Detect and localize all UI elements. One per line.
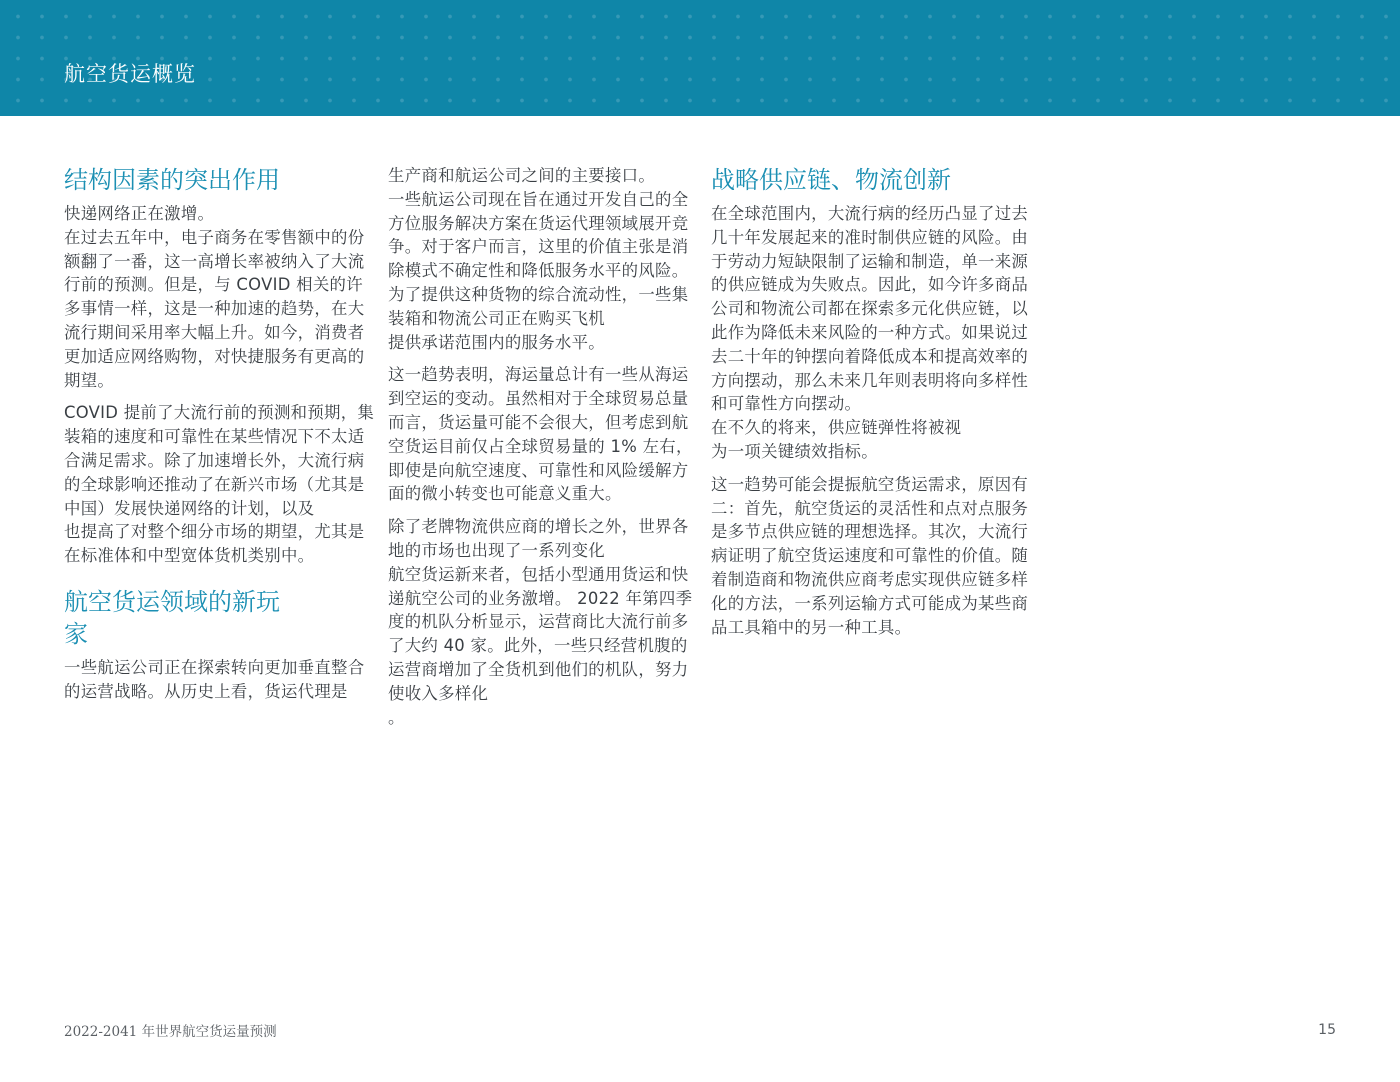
text-column-1 (64, 164, 376, 713)
section-heading-new-players: 航空货运领域的新玩家 (64, 587, 280, 648)
page-number: 15 (1318, 1022, 1336, 1038)
paragraph: 一些航运公司正在探索转向更加垂直整合的运营战略。从历史上看，货运代理是 (64, 657, 365, 701)
text-column-3 (711, 164, 1031, 648)
paragraph: 除了老牌物流供应商的增长之外，世界各地的市场也出现了一系列变化 航空货运新来者，包括小型通用货运和快递航空公司的业务激增。 2022 年第四季度的机队分析显示，运营商比大流行前多了大约 40 家。此外，一些只经营机腹的运营商增加了全货机到他们的机队，努力使收入多样化 。 (388, 517, 693, 727)
paragraph: 这一趋势可能会提振航空货运需求，原因有二：首先，航空货运的灵活性和点对点服务是多节点供应链的理想选择。其次，大流行病证明了航空货运速度和可靠性的价值。随着制造商和物流供应商考虑实现供应链多样化的方法，一系列运输方式可能成为某些商品工具箱中的另一种工具。 (711, 474, 1029, 637)
paragraph: 这一趋势表明，海运量总计有一些从海运到空运的变动。虽然相对于全球贸易总量而言，货运量可能不会很大，但考虑到航空货运目前仅占全球贸易量的 1% 左右，即使是向航空速度、可靠性和风险缓解方面的微小转变也可能意义重大。 (388, 365, 693, 504)
section-heading-supply-chain: 战略供应链、物流创新 (711, 166, 951, 194)
paragraph: COVID 提前了大流行前的预测和预期，集装箱的速度和可靠性在某些情况下不太适合满足需求。除了加速增长外，大流行病的全球影响还推动了在新兴市场（尤其是中国）发展快递网络的计划，以及 也提高了对整个细分市场的期望，尤其是在标准体和中型宽体货机类别中。 (64, 403, 375, 566)
paragraph: 快递网络正在激增。 在过去五年中，电子商务在零售额中的份额翻了一番，这一高增长率被纳入了大流行前的预测。但是，与 COVID 相关的许多事情一样，这是一种加速的趋势，在大流行期间采用率大幅上升。如今，消费者更加适应网络购物，对快捷服务有更高的期望。 (64, 204, 365, 390)
header-band (0, 0, 1400, 116)
text-column-2 (388, 164, 698, 738)
section-heading-structural-factors: 结构因素的突出作用 (64, 166, 280, 194)
paragraph: 生产商和航运公司之间的主要接口。 一些航运公司现在旨在通过开发自己的全方位服务解决方案在货运代理领域展开竞争。对于客户而言，这里的价值主张是消除模式不确定性和降低服务水平的风险。为了提供这种货物的综合流动性，一些集装箱和物流公司正在购买飞机 提供承诺范围内的服务水平。 (388, 166, 689, 352)
page-section-title: 航空货运概览 (64, 62, 196, 86)
footer-document-title: 2022-2041 年世界航空货运量预测 (64, 1024, 277, 1040)
paragraph: 在全球范围内，大流行病的经历凸显了过去几十年发展起来的准时制供应链的风险。由于劳动力短缺限制了运输和制造，单一来源的供应链成为失败点。因此，如今许多商品公司和物流公司都在探索多元化供应链，以此作为降低未来风险的一种方式。如果说过去二十年的钟摆向着降低成本和提高效率的方向摆动，那么未来几年则表明将向多样性和可靠性方向摆动。 在不久的将来，供应链弹性将被视 为一项关键绩效指标。 (711, 204, 1029, 461)
